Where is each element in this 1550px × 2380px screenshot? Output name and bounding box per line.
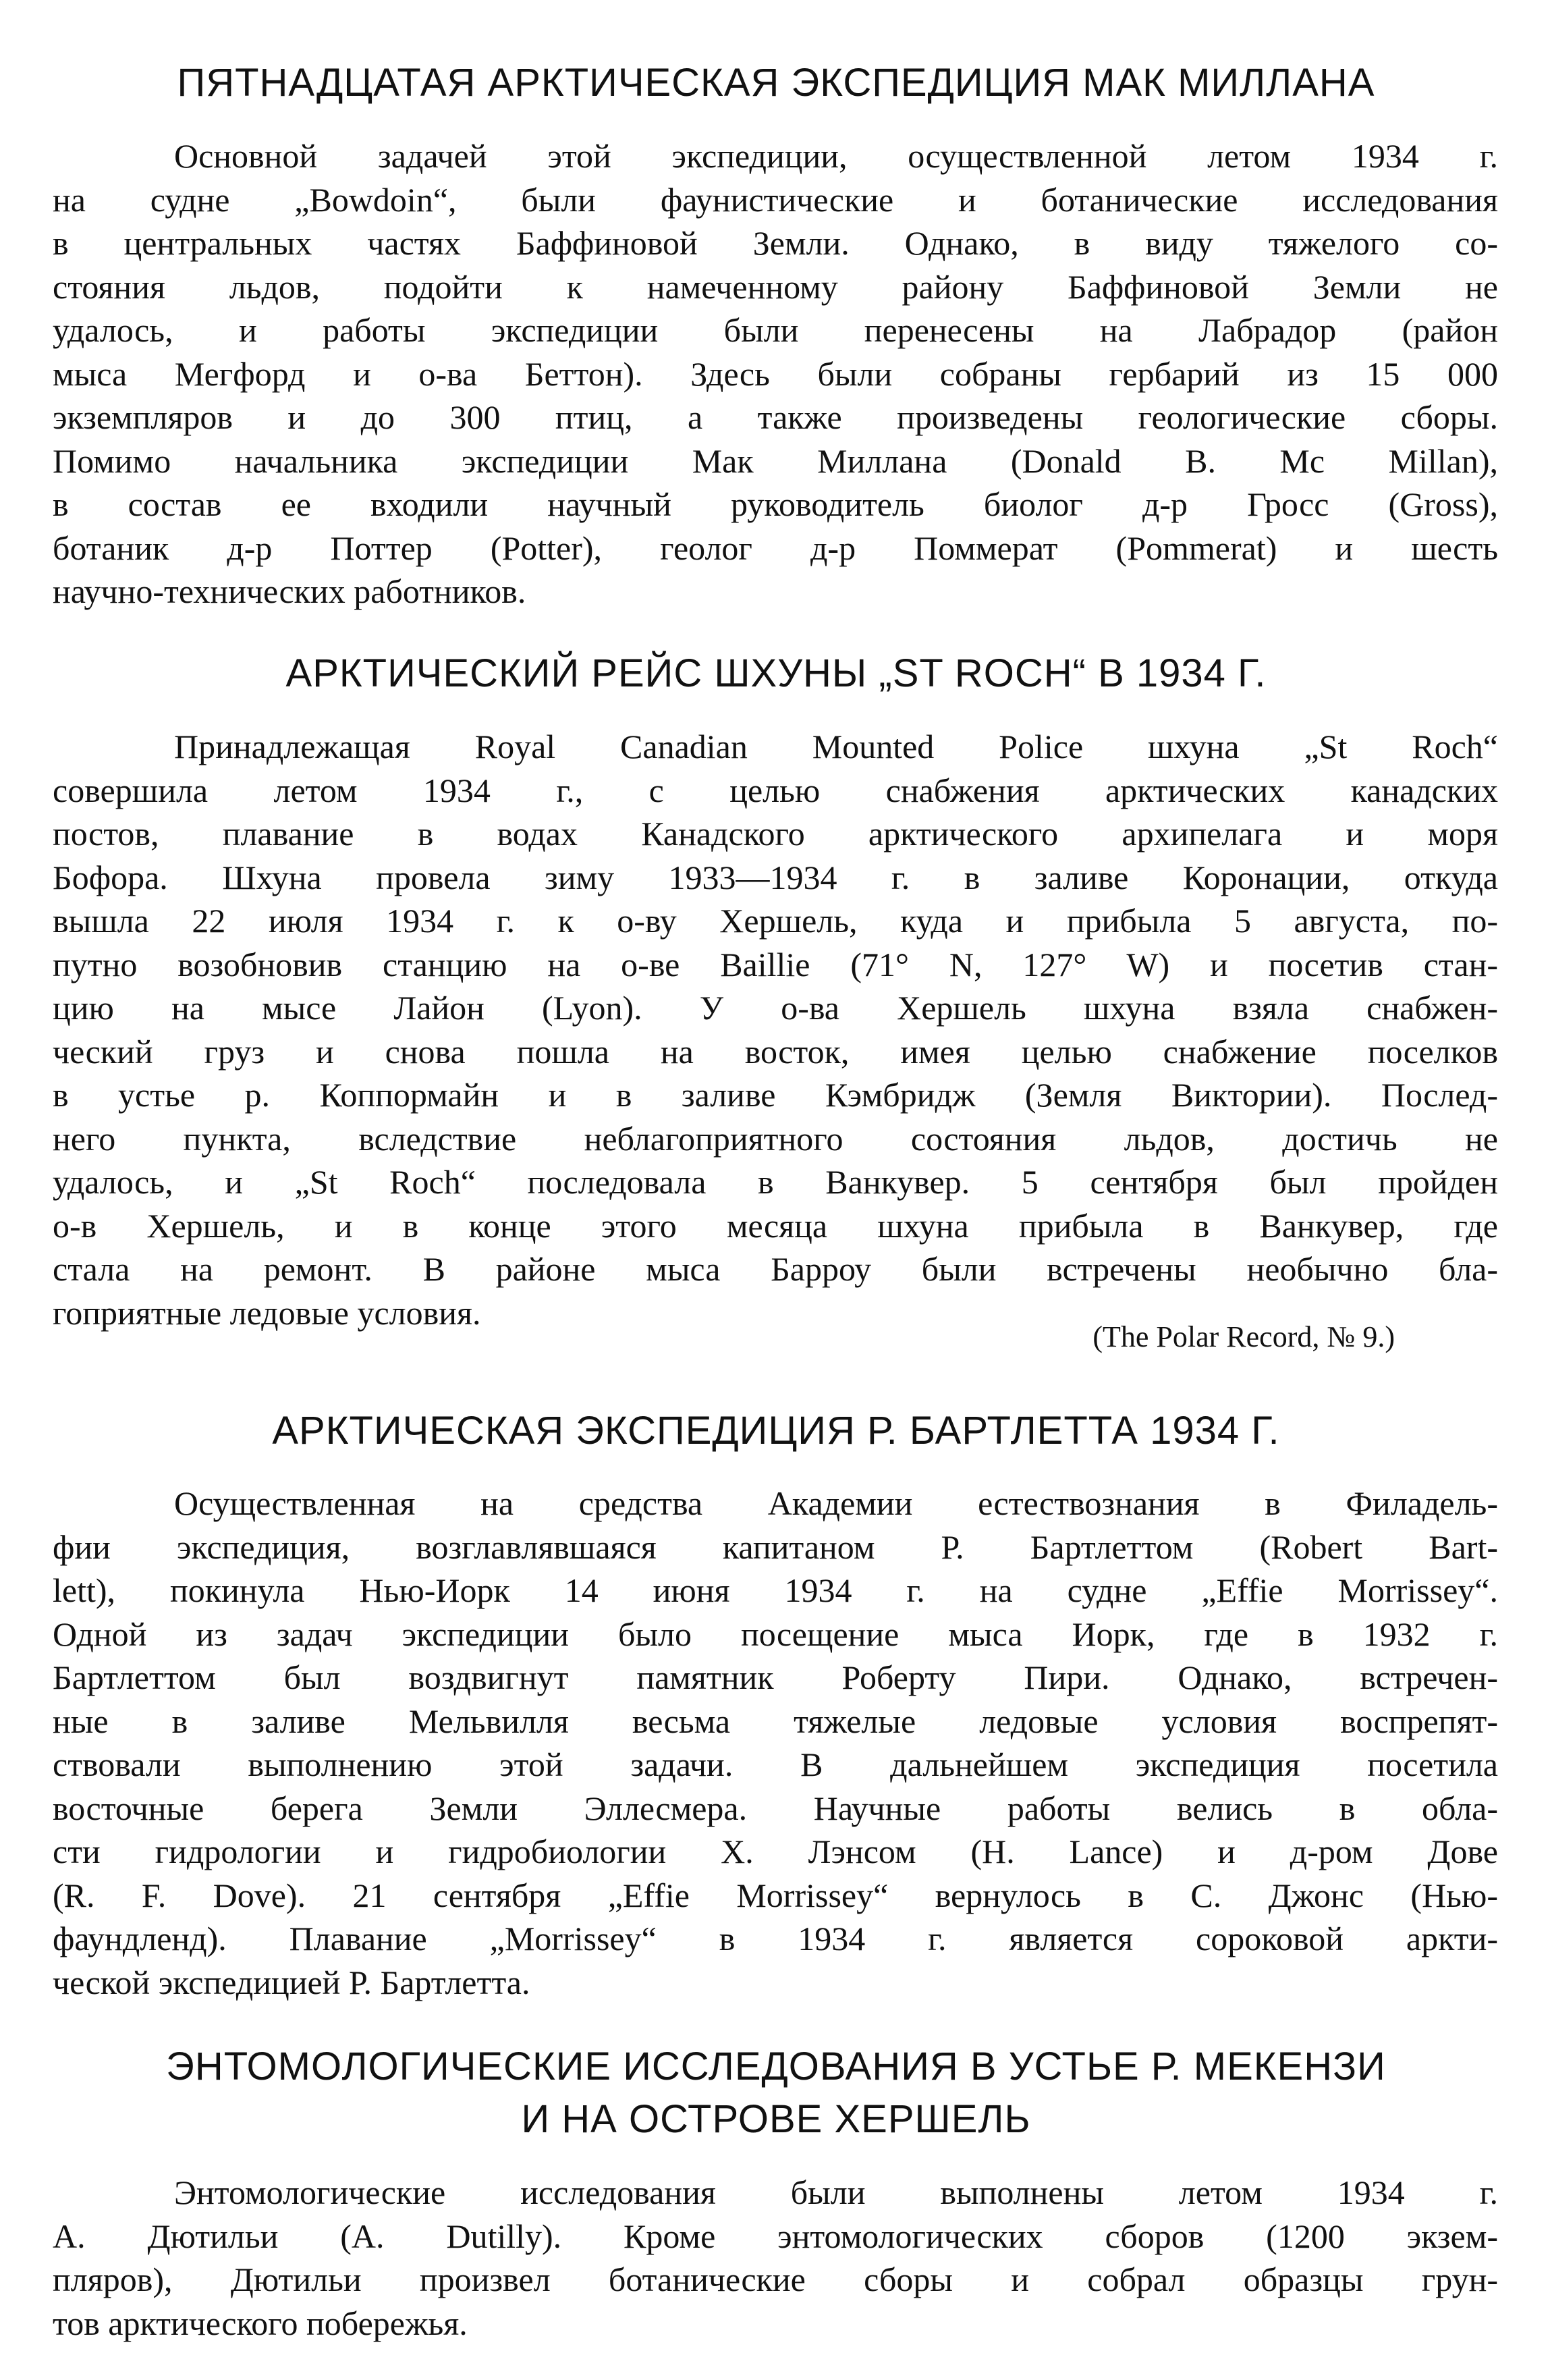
text-line: в устье р. Коппормайн и в заливе Кэмбридж (Земля Виктории). Послед- xyxy=(53,1076,1498,1114)
text-line: ствовали выполнению этой задачи. В дальнейшем экспедиция посетила xyxy=(53,1746,1498,1783)
paragraph xyxy=(53,1482,1498,2004)
text-line: о-в Хершель, и в конце этого месяца шхуна прибыла в Ванкувер, где xyxy=(53,1206,1498,1245)
text-line: ческой экспедицией Р. Бартлетта. xyxy=(53,1963,530,2001)
section-title: АРКТИЧЕСКАЯ ЭКСПЕДИЦИЯ Р. БАРТЛЕТТА 1934 Г. xyxy=(272,1409,1280,1453)
section-title: ПЯТНАДЦАТАЯ АРКТИЧЕСКАЯ ЭКСПЕДИЦИЯ МАК МИЛЛАНА xyxy=(177,61,1375,105)
text-line: (R. F. Dove). 21 сентября „Effie Morrissey“ вернулось в С. Джонс (Нью- xyxy=(53,1876,1498,1914)
text-line: путно возобновив станцию на о-ве Baillie (71° N, 127° W) и посетив стан- xyxy=(53,945,1498,983)
section-title: ЭНТОМОЛОГИЧЕСКИЕ ИССЛЕДОВАНИЯ В УСТЬЕ Р. МЕКЕНЗИ xyxy=(166,2045,1386,2088)
text-line: Помимо начальника экспедиции Мак Миллана (Donald B. Mc Millan), xyxy=(53,441,1498,480)
text-line: него пункта, вследствие неблагоприятного состояния льдов, достичь не xyxy=(53,1119,1498,1158)
text-line: ботаник д-р Поттер (Potter), геолог д-р Поммерат (Pommerat) и шесть xyxy=(53,529,1498,567)
paragraph xyxy=(53,2171,1498,2345)
text-line: на судне „Bowdoin“, были фаунистические и ботанические исследования xyxy=(53,180,1498,219)
text-line: стала на ремонт. В районе мыса Барроу были встречены необычно бла- xyxy=(53,1250,1498,1288)
text-line: фии экспедиция, возглавлявшаяся капитаном Р. Бартлеттом (Robert Bart- xyxy=(53,1527,1498,1566)
paragraph xyxy=(53,134,1498,614)
text-line: цию на мысе Лайон (Lyon). У о-ва Хершель шхуна взяла снабжен- xyxy=(53,989,1498,1027)
text-line: А. Дютильи (A. Dutilly). Кроме энтомологических сборов (1200 экзем- xyxy=(53,2217,1498,2255)
text-line: совершила летом 1934 г., с целью снабжения арктических канадских xyxy=(53,771,1498,809)
text-line: научно-технических работников. xyxy=(53,572,526,610)
text-line: Бартлеттом был воздвигнут памятник Роберту Пири. Однако, встречен- xyxy=(53,1658,1498,1696)
text-line: в состав ее входили научный руководитель биолог д-р Гросс (Gross), xyxy=(53,485,1498,523)
text-line: удалось, и „St Roch“ последовала в Ванкувер. 5 сентября был пройден xyxy=(53,1163,1498,1201)
text-line: мыса Мегфорд и о-ва Беттон). Здесь были собраны гербарий из 15 000 xyxy=(53,354,1498,393)
text-line: ные в заливе Мельвилля весьма тяжелые ледовые условия воспрепят- xyxy=(53,1702,1498,1740)
text-line: тов арктического побережья. xyxy=(53,2304,468,2342)
text-line: пляров), Дютильи произвел ботанические сборы и собрал образцы грун- xyxy=(53,2261,1498,2298)
text-line: Осуществленная на средства Академии естествознания в Филадель- xyxy=(174,1484,1498,1522)
text-line: Принадлежащая Royal Canadian Mounted Police шхуна „St Roch“ xyxy=(174,728,1498,765)
text-line: удалось, и работы экспедиции были перенесены на Лабрадор (район xyxy=(53,311,1498,349)
text-line: lett), покинула Нью-Иорк 14 июня 1934 г. на судне „Effie Morrissey“. xyxy=(53,1571,1498,1609)
text-line: Бофора. Шхуна провела зиму 1933—1934 г. в заливе Коронации, откуда xyxy=(53,858,1498,896)
text-line: Энтомологические исследования были выполнены летом 1934 г. xyxy=(174,2173,1498,2211)
paragraph xyxy=(53,725,1498,1334)
text-line: Основной задачей этой экспедиции, осуществленной летом 1934 г. xyxy=(174,137,1498,175)
text-line: гоприятные ледовые условия. xyxy=(53,1293,481,1332)
text-line: ческий груз и снова пошла на восток, имея целью снабжение поселков xyxy=(53,1032,1498,1071)
section-title: АРКТИЧЕСКИЙ РЕЙС ШХУНЫ „ST ROCH“ В 1934 Г. xyxy=(285,651,1267,695)
text-line: восточные берега Земли Эллесмера. Научные работы велись в обла- xyxy=(53,1789,1498,1827)
text-line: в центральных частях Баффиновой Земли. Однако, в виду тяжелого со- xyxy=(53,224,1498,262)
text-line: стояния льдов, подойти к намеченному району Баффиновой Земли не xyxy=(53,267,1498,306)
text-line: Одной из задач экспедиции было посещение мыса Иорк, где в 1932 г. xyxy=(53,1615,1498,1653)
text-line: вышла 22 июля 1934 г. к о-ву Хершель, куда и прибыла 5 августа, по- xyxy=(53,902,1498,940)
text-line: сти гидрологии и гидробиологии Х. Лэнсом (H. Lance) и д-ром Дове xyxy=(53,1833,1498,1870)
text-line: фаундленд). Плавание „Morrissey“ в 1934 г. является сороковой аркти- xyxy=(53,1920,1498,1957)
section-title-line-2: И НА ОСТРОВЕ ХЕРШЕЛЬ xyxy=(521,2097,1031,2141)
source-citation: (The Polar Record, № 9.) xyxy=(1092,1320,1395,1353)
text-line: постов, плавание в водах Канадского арктического архипелага и моря xyxy=(53,815,1498,853)
text-line: экземпляров и до 300 птиц, а также произведены геологические сборы. xyxy=(53,398,1498,436)
